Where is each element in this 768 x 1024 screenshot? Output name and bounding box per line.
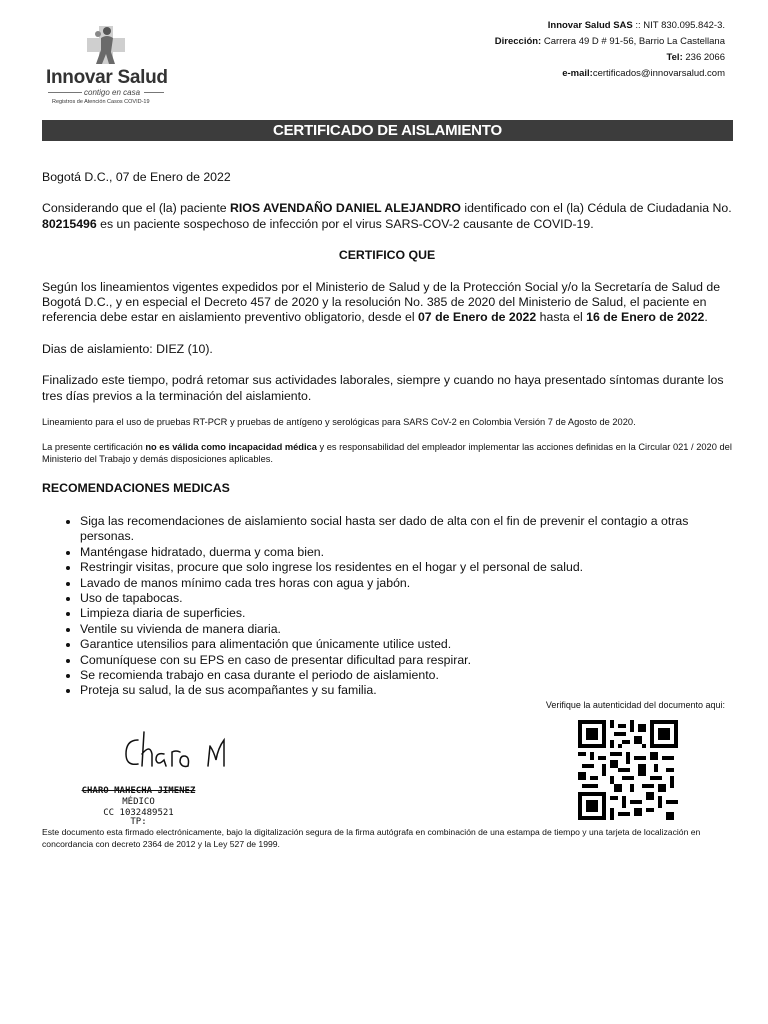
recommendations-list [42,514,732,699]
text-fragment: La presente certificación [42,441,146,452]
address-label: Dirección: [494,36,542,47]
tagline-rule-left [48,92,82,93]
list-item: • Limpieza diaria de superficies. [80,606,732,621]
list-item: • Se recomienda trabajo en casa durante el periodo de aislamiento. [80,668,732,683]
patient-id: 80215496 [42,216,97,231]
return-to-work-paragraph: Finalizado este tiempo, podrá retomar sus actividades laborales, siempre y cuando no haya presentado síntomas durante los tres días previos a la terminación del aislamiento. [42,373,724,403]
text-fragment: Considerando que el (la) paciente [42,201,230,216]
lineamiento-note: Lineamiento para el uso de pruebas RT-PCR y pruebas de antígeno y serológicas para SARS CoV-2 en Colombia Versión 7 de Agosto de 2020. [42,417,636,428]
date-line: Bogotá D.C., 07 de Enero de 2022 [42,170,231,184]
tagline-rule-right [144,92,164,93]
start-date: 07 de Enero de 2022 [417,310,537,325]
list-item: • Garantice utensilios para alimentación que únicamente utilice usted. [80,637,732,652]
validity-bold: no es válida como incapacidad médica [145,441,317,452]
text-fragment: y es responsabilidad del empleador implementar las acciones definidas en la Circular 021 / 2020 del Ministerio del Trabajo y demás disposiciones aplicables. [42,441,732,465]
tel-label: Tel: [666,52,683,63]
address: Carrera 49 D # 91-56, Barrio La Castellana [543,36,725,47]
end-date: 16 de Enero de 2022 [586,310,705,325]
signer-tp: TP: [130,817,147,827]
company-logo [40,20,170,110]
qr-code[interactable] [578,720,678,820]
document-body [42,170,732,699]
logo-icon [85,22,129,68]
tel: 236 2066 [685,52,725,63]
certifico-heading: CERTIFICO QUE [338,248,436,263]
handwritten-signature [118,718,248,778]
footer-note: Este documento esta firmado electrónicamente, bajo la digitalización segura de la firma autógrafa en combinación de una estampa de tiempo y una tarjeta de localización en concordancia con decreto 2364 de 2012 y la Ley 527 de 1999. [42,827,701,849]
text-fragment: identificado con el (la) Cédula de Ciudadania No. [460,201,732,216]
recommendations-heading: RECOMENDACIONES MEDICAS [42,480,230,495]
signer-name: CHARO MAHECHA JIMENEZ [81,786,196,796]
signer-block [66,786,211,826]
list-item: • Proteja su salud, la de sus acompañantes y su familia. [80,683,732,698]
signer-role: MÉDICO [122,797,155,807]
tagline: contigo en casa [84,88,141,97]
contact-block [495,18,725,82]
list-item: • Lavado de manos mínimo cada tres horas con agua y jabón. [80,576,732,591]
text-fragment: hasta el [536,310,587,325]
list-item: • Uso de tapabocas. [80,591,732,606]
isolation-days: Dias de aislamiento: DIEZ (10). [42,341,213,356]
verify-label: Verifique la autenticidad del documento aqui: [545,700,725,710]
text-fragment: es un paciente sospechoso de infección por el virus SARS-COV-2 causante de COVID-19. [96,216,594,231]
list-item: • Siga las recomendaciones de aislamiento social hasta ser dado de alta con el fin de prevenir el contagio a otras personas. [80,514,732,545]
list-item: • Manténgase hidratado, duerma y coma bien. [80,545,732,560]
registro-label: Registros de Atención Casos COVID-19 [52,99,150,105]
text-fragment: Según los lineamientos vigentes expedidos por el Ministerio de Salud y de la Protección Social y/o la Secretaría de Salud de Bogotá D.C., y en especial el Decreto 457 de 2020 y la resolución No. 385 de 2020 del Ministerio de Salud, el paciente en referencia debe estar en aislamiento preventivo obligatorio, desde el [42,279,721,325]
email-link[interactable]: certificados@innovarsalud.com [592,68,725,79]
company-name: Innovar Salud SAS [547,20,633,31]
brand-name: Innovar Salud [46,67,168,88]
list-item: • Ventile su vivienda de manera diaria. [80,622,732,637]
nit: :: NIT 830.095.842-3. [635,20,725,31]
list-item: • Restringir visitas, procure que solo ingrese los residentes en el hogar y el personal de salud. [80,560,732,575]
isolation-paragraph [42,280,732,326]
email-label: e-mail: [562,68,593,79]
text-fragment: . [704,310,708,325]
patient-name: RIOS AVENDAÑO DANIEL ALEJANDRO [230,201,461,216]
validity-note [42,441,732,466]
document-title: CERTIFICADO DE AISLAMIENTO [42,120,733,141]
signer-cc: CC 1032489521 [103,808,174,818]
patient-paragraph [42,201,732,232]
list-item: • Comuníquese con su EPS en caso de presentar dificultad para respirar. [80,653,732,668]
